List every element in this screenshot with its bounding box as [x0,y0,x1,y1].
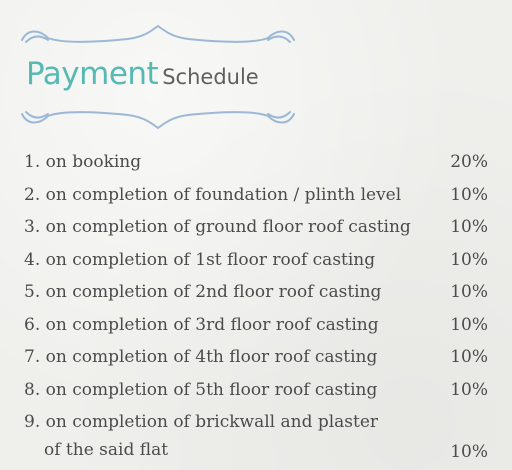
schedule-row-label: 6. on completion of 3rd floor roof casting [24,314,379,335]
schedule-row-label-block [24,408,378,464]
schedule-row-label: 2. on completion of foundation / plinth level [24,184,402,205]
schedule-row-percent: 10% [450,217,488,237]
schedule-row [24,244,494,277]
schedule-row [24,309,494,342]
schedule-row-percent: 10% [450,379,488,400]
schedule-row-label: 4. on completion of 1st floor roof casting [24,249,376,270]
schedule-row-label: 8. on completion of 5th floor roof casting [24,379,378,400]
schedule-row [24,276,494,309]
schedule-row-percent: 10% [450,249,488,270]
title-sub-text: Schedule [162,65,259,89]
schedule-row-label: 7. on completion of 4th floor roof casting [24,347,378,367]
schedule-row-label: 9. on completion of brickwall and plaster [24,412,379,432]
schedule-row-percent: 10% [450,184,488,205]
schedule-row-percent: 10% [450,282,488,302]
title-main-text: Payment [26,56,159,92]
schedule-row [24,179,494,212]
schedule-row [24,341,494,374]
page-title [26,56,259,92]
schedule-row-label: 3. on completion of ground floor roof casting [24,217,411,237]
schedule-row-percent: 10% [450,314,488,335]
payment-schedule-list [24,146,494,468]
schedule-row [24,406,494,468]
schedule-row-label: 1. on booking [24,152,142,172]
schedule-row-percent: 10% [450,347,488,367]
schedule-row-percent: 20% [450,152,488,172]
schedule-row [24,211,494,244]
schedule-row-percent: 10% [450,442,488,462]
schedule-row-label: 5. on completion of 2nd floor roof casting [24,282,382,302]
schedule-row [24,146,494,179]
schedule-row [24,374,494,407]
schedule-row-label-continued: of the said flat [44,440,169,460]
